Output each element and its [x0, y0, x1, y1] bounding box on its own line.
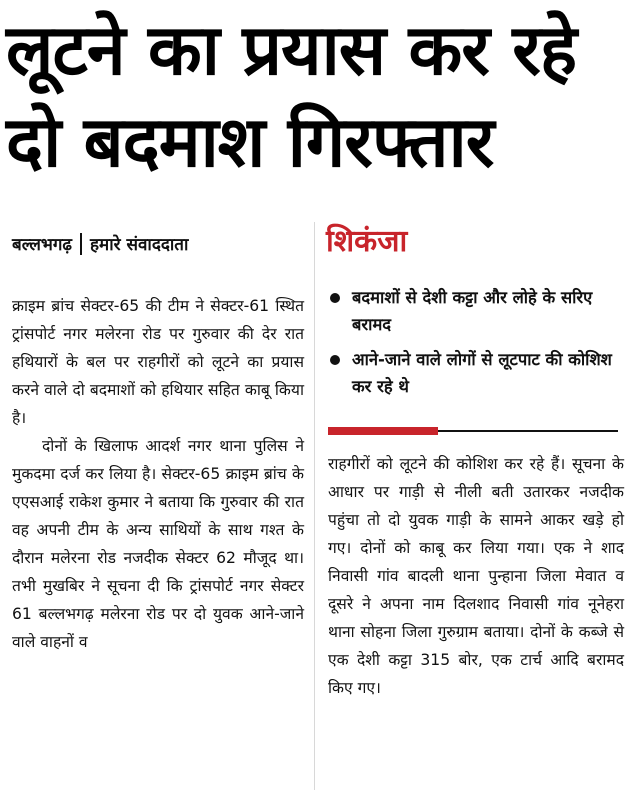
byline-reporter: हमारे संवाददाता — [90, 235, 189, 255]
sidebar-rule — [328, 427, 618, 435]
right-paragraph-1: राहगीरों को लूटने की कोशिश कर रहे हैं। सूचना के आधार पर गाड़ी से नीली बती उतारकर नजदीक पहुंचा तो दो युवक गाड़ी के सामने आकर खड़े हो गए। दोनों को काबू कर लिया गया। एक ने शाद निवासी गांव बादली थाना पुन्हाना जिला मेवात व दूसरे ने अपना नाम दिलशाद निवासी गांव नूनेहरा थाना सोहना जिला गुरुग्राम बताया। दोनों के कब्जे से एक देशी कट्टा 315 बोर, एक टार्च आदि बरामद किए गए। — [328, 455, 624, 697]
right-column — [328, 450, 624, 702]
sidebar-rule-line — [438, 430, 618, 432]
sidebar-bullets — [330, 284, 626, 408]
sidebar-bullet — [330, 346, 626, 400]
bullet-dot-icon — [330, 293, 340, 303]
headline-line-1: लूटने का प्रयास कर रहे — [6, 9, 577, 91]
column-divider — [314, 222, 315, 790]
byline-separator — [80, 233, 82, 255]
byline-location: बल्लभगढ़ — [12, 235, 72, 255]
sidebar-rule-accent — [328, 427, 438, 435]
byline — [12, 232, 188, 255]
sidebar-bullet-text: आने-जाने वाले लोगों से लूटपाट की कोशिश कर रहे थे — [352, 350, 612, 396]
sidebar-bullet-text: बदमाशों से देशी कट्टा और लोहे के सरिए बरामद — [352, 288, 593, 334]
left-paragraph-2: दोनों के खिलाफ आदर्श नगर थाना पुलिस ने मुकदमा दर्ज कर लिया है। सेक्टर-65 क्राइम ब्रांच के एएसआई राकेश कुमार ने बताया कि गुरुवार की रात वह अपनी टीम के अन्य साथियों के साथ गश्त के दौरान मलेरना रोड नजदीक सेक्टर 62 मौजूद था। तभी मुखबिर ने सूचना दी कि ट्रांसपोर्ट नगर सेक्टर 61 बल्लभगढ़ मलेरना रोड पर दो युवक आने-जाने वाले वाहनों व — [12, 437, 304, 651]
sidebar-bullet — [330, 284, 626, 338]
left-paragraph-1: क्राइम ब्रांच सेक्टर-65 की टीम ने सेक्टर-61 स्थित ट्रांसपोर्ट नगर मलेरना रोड पर गुरुवार की देर रात हथियारों के बल पर राहगीरों को लूटने का प्रयास करने वाले दो बदमाशों को हथियार सहित काबू किया है। — [12, 297, 304, 427]
sidebar-title: शिकंजा — [326, 224, 408, 259]
headline-line-2: दो बदमाश गिरफ्तार — [6, 101, 494, 183]
left-column — [12, 292, 304, 656]
headline — [6, 4, 632, 188]
bullet-dot-icon — [330, 355, 340, 365]
